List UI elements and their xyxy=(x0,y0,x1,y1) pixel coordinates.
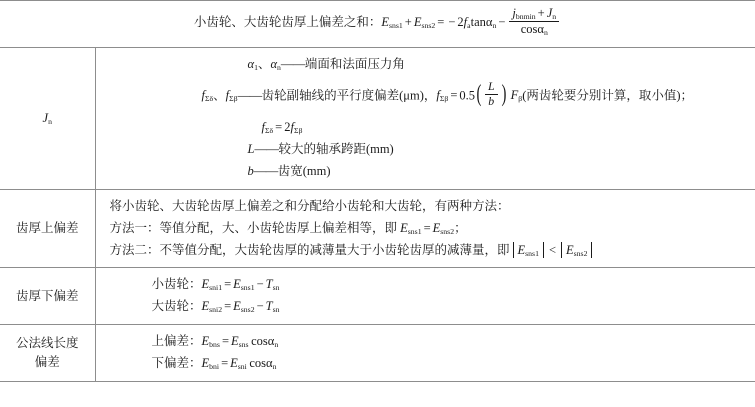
f-relation-coefficient: 2 xyxy=(284,120,291,135)
fraction-numerator-L: L xyxy=(487,79,495,94)
span-lower-E-sni: $E_{sni}$ xyxy=(230,356,247,372)
gear-T-sn: $T_{sn}$ xyxy=(265,299,280,315)
b-dash: —— xyxy=(253,163,278,178)
header-minus: − xyxy=(448,14,456,29)
span-lower-alpha-n: $\alpha_n$ xyxy=(266,356,277,372)
pinion-prefix: 小齿轮： xyxy=(151,277,202,292)
header-equals: = xyxy=(437,14,445,29)
header-plus: + xyxy=(404,14,412,29)
span-lower-equals: = xyxy=(221,356,229,371)
f-equals: = xyxy=(450,88,458,103)
line-pinion-lower-deviation xyxy=(110,274,746,296)
f-sigma-beta-symbol-3: $f_{\Sigma\beta}$ xyxy=(290,120,303,136)
f-sigma-beta-symbol: $f_{\Sigma\beta}$ xyxy=(225,88,238,104)
table-header-row xyxy=(0,1,755,48)
span-upper-prefix: 上偏差： xyxy=(151,334,202,349)
span-upper-cos: cos xyxy=(251,334,268,349)
line-gear-lower-deviation xyxy=(110,296,746,318)
row-label-upper-deviation: 齿厚上偏差 xyxy=(0,189,95,268)
pinion-E-sns1: $E_{sns1}$ xyxy=(233,277,255,293)
header-backlash-fraction xyxy=(509,6,559,36)
span-lower-cos: cos xyxy=(249,356,266,371)
span-upper-E-bns: $E_{bns}$ xyxy=(201,334,220,350)
f-sigma-beta-symbol-2: $f_{\Sigma\beta}$ xyxy=(436,88,449,104)
f-relation-equals: = xyxy=(275,120,283,135)
gear-E-sni2: $E_{sni2}$ xyxy=(201,299,223,315)
f-description: 齿轮副轴线的平行度偏差(μm)， xyxy=(261,88,437,103)
row-label-lower-deviation: 齿厚下偏差 xyxy=(0,268,95,325)
f-dash: —— xyxy=(237,88,262,103)
row-label-span-deviation-line2: 偏差 xyxy=(34,355,60,370)
line-parallelism-deviation xyxy=(110,76,746,118)
header-E-sns1: $E_{sns1}$ xyxy=(381,14,403,30)
gear-minus: − xyxy=(256,299,264,314)
header-coefficient: 2 xyxy=(457,14,464,29)
f-note: (两齿轮要分别计算，取小值)； xyxy=(522,88,694,103)
f-sigma-delta-symbol: $f_{\Sigma\delta}$ xyxy=(201,88,214,104)
header-f-a: $f_a$ xyxy=(463,14,471,30)
line-allocation-intro: 将小齿轮、大齿轮齿厚上偏差之和分配给小齿轮和大齿轮，有两种方法： xyxy=(109,198,510,213)
f-separator: 、 xyxy=(213,88,226,103)
header-fraction-minus: − xyxy=(498,14,506,29)
line-method-one xyxy=(110,218,746,240)
table-row xyxy=(0,47,755,189)
b-description: 齿宽(mm) xyxy=(277,163,331,178)
method-two-text: 方法二：不等值分配，大齿轮齿厚的减薄量大于小齿轮齿厚的减薄量，即 xyxy=(109,242,510,257)
alpha-dash: —— xyxy=(280,56,305,71)
header-E-sns2: $E_{sns2}$ xyxy=(413,14,436,30)
method-one-E-sns2: $E_{sns2}$ xyxy=(432,220,455,236)
row-body-lower-deviation xyxy=(95,268,755,325)
method-one-E-sns1: $E_{sns1}$ xyxy=(400,220,422,236)
L-dash: —— xyxy=(254,142,279,157)
method-two-abs-E-sns2: $E_{sns2}$ xyxy=(561,242,592,259)
fraction-denominator-b: b xyxy=(485,94,498,109)
header-tan: tan xyxy=(470,14,486,29)
gear-E-sns2: $E_{sns2}$ xyxy=(233,299,255,315)
f-coefficient-value: 0.5 xyxy=(459,88,476,103)
method-one-equals: = xyxy=(423,220,431,235)
method-two-less-than: < xyxy=(548,242,557,257)
span-upper-equals: = xyxy=(221,334,229,349)
left-paren: ( xyxy=(476,81,482,108)
pinion-equals: = xyxy=(224,277,232,292)
alpha-description: 端面和法面压力角 xyxy=(304,56,405,71)
method-one-tail: ； xyxy=(454,220,467,235)
header-label: 小齿轮、大齿轮齿厚上偏差之和： xyxy=(193,14,382,29)
span-lower-prefix: 下偏差： xyxy=(151,356,202,371)
header-num-plus: + xyxy=(537,6,545,21)
line-f-sigma-relation xyxy=(110,117,746,139)
header-J-n: $J_n$ xyxy=(546,6,557,22)
pinion-T-sn: $T_{sn}$ xyxy=(265,277,280,293)
line-span-lower-deviation xyxy=(110,353,746,375)
gear-equals: = xyxy=(224,299,232,314)
table-row xyxy=(0,189,755,268)
header-j-bnmin: $j_{bnmin}$ xyxy=(512,6,536,22)
header-alpha-n: $\alpha_n$ xyxy=(485,14,497,30)
row-label-span-deviation xyxy=(0,325,95,382)
gear-prefix: 大齿轮： xyxy=(151,299,202,314)
alpha-n-symbol: $\alpha_n$ xyxy=(270,56,281,72)
pinion-minus: − xyxy=(256,277,264,292)
alpha-separator: 、 xyxy=(257,56,271,71)
alpha-t-symbol: $\alpha_1$ xyxy=(247,56,258,72)
table-row xyxy=(0,325,755,382)
line-face-width xyxy=(110,161,746,183)
row-label-span-deviation-line1: 公法线长度 xyxy=(15,336,79,351)
F-beta-symbol: $F_\beta$ xyxy=(510,88,523,104)
table-row xyxy=(0,268,755,325)
row-body-span-deviation xyxy=(95,325,755,382)
f-sigma-delta-symbol-2: $f_{\Sigma\delta}$ xyxy=(261,120,274,136)
L-over-b-fraction xyxy=(485,80,498,108)
line-span-upper-deviation xyxy=(110,331,746,353)
header-den-cos: cos xyxy=(520,21,538,36)
sum-of-upper-deviations-formula xyxy=(0,1,755,48)
row-label-Jn xyxy=(0,47,95,189)
line-bearing-span xyxy=(110,139,746,161)
row-body-Jn xyxy=(95,47,755,189)
span-upper-alpha-n: $\alpha_n$ xyxy=(267,334,279,350)
right-paren: ) xyxy=(501,81,506,108)
b-symbol: b xyxy=(247,163,254,178)
L-symbol: L xyxy=(247,142,255,157)
line-method-two xyxy=(110,240,746,262)
method-two-abs-E-sns1: $E_{sns1}$ xyxy=(513,242,544,259)
method-one-text: 方法一：等值分配，大、小齿轮齿厚上偏差相等，即 xyxy=(109,220,401,235)
header-den-alpha-n: $\alpha_n$ xyxy=(537,21,548,37)
pinion-E-sni1: $E_{sni1}$ xyxy=(201,277,223,293)
row-body-upper-deviation xyxy=(95,189,755,268)
line-pressure-angles xyxy=(110,54,746,76)
row-label-Jn-symbol: $J_n$ xyxy=(42,110,52,127)
span-upper-E-sns: $E_{sns}$ xyxy=(231,334,249,350)
span-lower-E-bni: $E_{bni}$ xyxy=(201,356,220,372)
L-description: 较大的轴承跨距(mm) xyxy=(278,142,394,157)
